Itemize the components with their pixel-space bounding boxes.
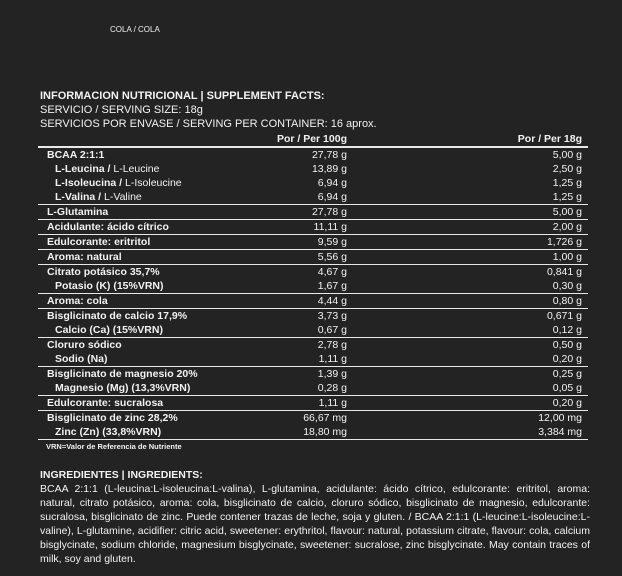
nutrient-name — [38, 338, 217, 353]
facts-title: INFORMACION NUTRICIONAL | SUPPLEMENT FACTS: — [40, 90, 325, 102]
nutrient-name — [38, 309, 217, 324]
nutrient-name — [38, 265, 217, 280]
value-per-100g: 1,11 g — [217, 396, 472, 411]
nutrient-name-main: Edulcorante: sucralosa — [47, 396, 164, 409]
nutrient-name — [38, 396, 217, 411]
nutrient-name-en: L-Leucine — [110, 162, 160, 175]
nutrient-name-en: L-Valine — [101, 190, 142, 203]
nutrient-name-main: L-Glutamina — [47, 205, 109, 218]
value-per-100g: 1,11 g — [318, 352, 347, 365]
value-per-100g: 5,56 g — [217, 250, 472, 265]
serving-size: SERVICIO / SERVING SIZE: 18g — [40, 104, 203, 116]
value-per-serving: 1,00 g — [472, 250, 588, 265]
value-per-100g: 9,59 g — [217, 235, 472, 250]
supplement-facts-header — [40, 89, 622, 131]
table-row — [38, 147, 588, 162]
table-row — [38, 250, 588, 265]
nutrient-name — [38, 425, 217, 440]
value-per-100g: 18,80 mg — [217, 425, 472, 440]
nutrient-name — [38, 250, 217, 265]
nutrient-name-main: L-Isoleucina / — [55, 176, 123, 189]
nutrient-name — [38, 235, 217, 250]
nutrient-name-main: Aroma: natural — [47, 250, 122, 263]
nutrient-name-main: L-Leucina / — [55, 162, 111, 175]
nutrient-name — [38, 323, 217, 338]
value-per-serving: 0,30 g — [552, 279, 582, 292]
table-row — [38, 220, 588, 235]
value-per-100g: 1,39 g — [217, 367, 472, 382]
table-header-row — [38, 132, 588, 147]
value-per-serving: 2,00 g — [472, 220, 588, 235]
nutrient-name-main: Bisglicinato de magnesio 20% — [47, 367, 198, 380]
table-row — [38, 396, 588, 411]
table-row — [38, 176, 588, 190]
value-per-100g: 11,11 g — [217, 220, 472, 235]
value-per-100g: 6,94 g — [317, 190, 347, 203]
table-row — [38, 381, 588, 396]
nutrient-name — [38, 367, 217, 382]
table-row — [38, 294, 588, 309]
value-per-100g: 27,78 g — [217, 147, 472, 162]
nutrient-name-main: BCAA 2:1:1 — [47, 148, 105, 161]
header-per-serving: Por / Per 18g — [472, 132, 588, 147]
table-row — [38, 367, 588, 382]
value-per-serving: 2,50 g — [552, 162, 582, 175]
value-per-100g: 6,94 g — [317, 176, 347, 189]
table-row — [38, 323, 588, 338]
nutrient-name-main: Bisglicinato de calcio 17,9% — [47, 309, 188, 322]
nutrient-name-en: L-Isoleucine — [122, 176, 182, 189]
value-per-serving: 0,12 g — [552, 323, 582, 336]
nutrient-name-main: Citrato potásico 35,7% — [47, 265, 160, 278]
value-per-serving: 5,00 g — [472, 147, 588, 162]
nutrient-name-main: Edulcorante: eritritol — [47, 235, 151, 248]
table-row — [38, 190, 588, 205]
nutrient-name-main: L-Valina / — [55, 190, 102, 203]
nutrition-table-body — [38, 147, 588, 440]
value-per-serving: 5,00 g — [472, 205, 588, 220]
nutrient-name — [38, 190, 217, 205]
nutrient-name-main: Magnesio (Mg) (13,3%VRN) — [55, 381, 191, 394]
table-row — [38, 235, 588, 250]
nutrient-name — [38, 147, 217, 162]
nutrient-name — [38, 162, 217, 176]
nutrient-name-main: Aroma: cola — [47, 294, 108, 307]
table-row — [38, 205, 588, 220]
table-row — [38, 279, 588, 294]
table-row — [38, 411, 588, 426]
table-row — [38, 265, 588, 280]
value-per-100g: 4,67 g — [217, 265, 472, 280]
value-per-serving: 0,20 g — [552, 352, 582, 365]
table-row — [38, 425, 588, 440]
nutrient-name — [38, 294, 217, 309]
nutrient-name — [38, 220, 217, 235]
value-per-serving: 0,05 g — [552, 381, 582, 394]
value-per-100g: 4,44 g — [217, 294, 472, 309]
value-per-serving: 0,20 g — [472, 396, 588, 411]
vrn-footnote: VRN=Valor de Referencia de Nutriente — [46, 442, 182, 451]
nutrient-name — [38, 352, 217, 367]
nutrient-name-main: Sodio (Na) — [55, 352, 108, 365]
value-per-serving: 1,726 g — [472, 235, 588, 250]
table-row — [38, 309, 588, 324]
value-per-serving: 0,841 g — [472, 265, 588, 280]
nutrient-name — [38, 205, 217, 220]
flavor-label: COLA / COLA — [110, 25, 160, 34]
value-per-100g: 66,67 mg — [217, 411, 472, 426]
value-per-serving: 1,25 g — [552, 176, 582, 189]
value-per-100g: 13,89 g — [311, 162, 347, 175]
value-per-serving: 3,384 mg — [472, 425, 588, 440]
nutrient-name-main: Zinc (Zn) (33,8%VRN) — [55, 425, 162, 438]
table-row — [38, 162, 588, 176]
table-row — [38, 338, 588, 353]
nutrient-name — [38, 279, 217, 294]
nutrient-name-main: Calcio (Ca) (15%VRN) — [55, 323, 163, 336]
value-per-100g: 2,78 g — [217, 338, 472, 353]
nutrient-name — [38, 176, 217, 190]
ingredients-text: BCAA 2:1:1 (L-leucina:L-isoleucina:L-valina), L-glutamina, acidulante: ácido cítrico, edulcorante: eritritol, aroma: natural, citrato potásico, aroma: cola, bisglicinato de calcio, cloruro sódico, bisglicinato de magnesio, edulcorante: sucralosa, bisglicinato de zinc. Puede contener trazas de leche, soja y gluten. / BCAA 2:1:1 (L-leucine:L-isoleucine:L-valine), L-glutamine, acidifier: citric acid, sweetener: erythritol, flavour: natural, potassium citrate, flavour: cola, calcium bisglycinate, sodium chloride, magnesium bisglycinate, sweetener: sucralose, zinc bisglycinate. May contain traces of milk, soy and gluten. — [40, 483, 590, 565]
nutrient-name-main: Bisglicinato de zinc 28,2% — [47, 411, 178, 424]
ingredients-section — [40, 468, 590, 566]
value-per-serving: 0,25 g — [472, 367, 588, 382]
nutrition-table — [38, 132, 588, 440]
ingredients-title: INGREDIENTES | INGREDIENTS: — [40, 469, 203, 481]
value-per-serving: 12,00 mg — [472, 411, 588, 426]
value-per-serving: 0,671 g — [472, 309, 588, 324]
header-per-100g: Por / Per 100g — [217, 132, 472, 147]
nutrient-name-main: Potasio (K) (15%VRN) — [55, 279, 164, 292]
nutrient-name-main: Acidulante: ácido cítrico — [47, 220, 169, 233]
value-per-100g: 1,67 g — [317, 279, 347, 292]
value-per-100g: 3,73 g — [217, 309, 472, 324]
nutrient-name — [38, 381, 217, 396]
value-per-100g: 0,67 g — [317, 323, 347, 336]
nutrient-name — [38, 411, 217, 426]
table-row — [38, 352, 588, 367]
value-per-serving: 1,25 g — [552, 190, 582, 203]
nutrient-name-main: Cloruro sódico — [47, 338, 122, 351]
value-per-100g: 27,78 g — [217, 205, 472, 220]
header-name — [38, 132, 217, 147]
value-per-serving: 0,80 g — [472, 294, 588, 309]
value-per-100g: 0,28 g — [317, 381, 347, 394]
servings-per-container: SERVICIOS POR ENVASE / SERVING PER CONTAINER: 16 aprox. — [40, 118, 377, 130]
value-per-serving: 0,50 g — [472, 338, 588, 353]
